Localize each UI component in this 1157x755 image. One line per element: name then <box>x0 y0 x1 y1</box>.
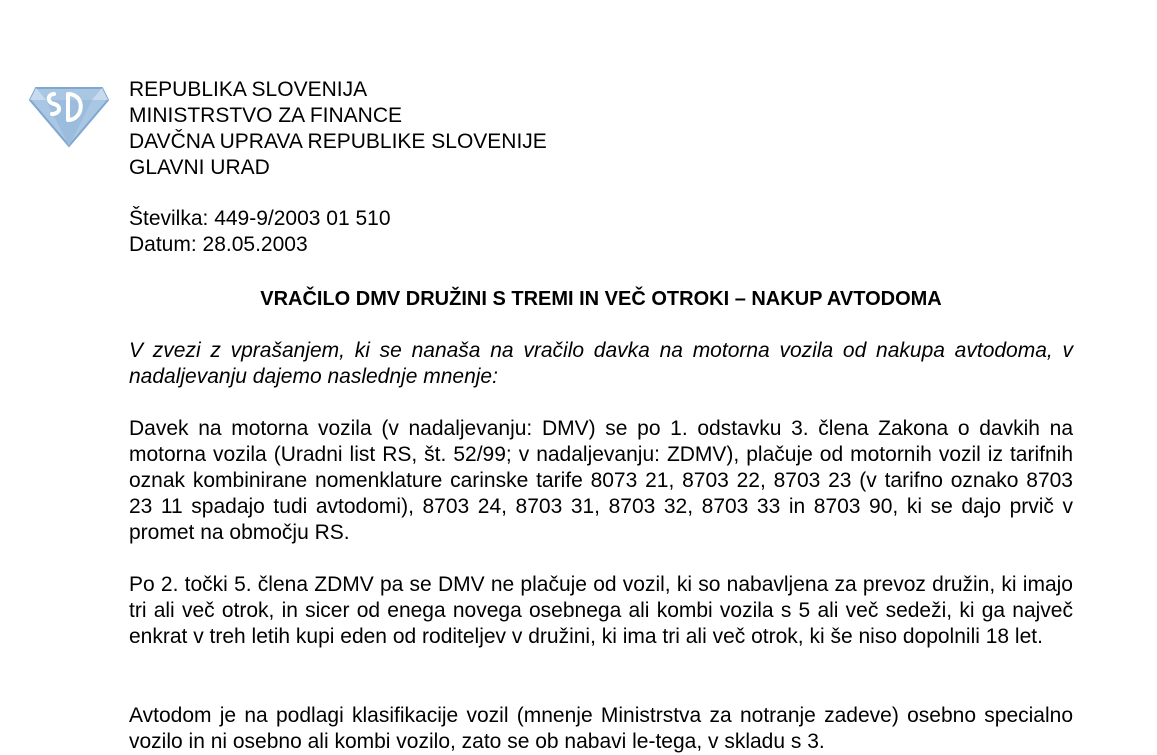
header-line-tax-authority: DAVČNA UPRAVA REPUBLIKE SLOVENIJE <box>129 130 547 153</box>
reference-number: Številka: 449-9/2003 01 510 <box>129 207 391 230</box>
header-line-country: REPUBLIKA SLOVENIJA <box>129 78 368 101</box>
reference-date: Datum: 28.05.2003 <box>129 233 308 256</box>
header-line-ministry: MINISTRSTVO ZA FINANCE <box>129 104 403 127</box>
document-title: VRAČILO DMV DRUŽINI S TREMI IN VEČ OTROKI – NAKUP AVTODOMA <box>260 288 942 310</box>
body-paragraph-3: Avtodom je na podlagi klasifikacije vozil (mnenje Ministrstva za notranje zadeve) osebno specialno vozilo in ni osebno ali kombi vozilo, zato se ob nabavi le-tega, v skladu s 3. <box>129 704 1073 753</box>
intro-paragraph: V zvezi z vprašanjem, ki se nanaša na vračilo davka na motorna vozila od nakupa avtodoma, v nadaljevanju dajemo naslednje mnenje: <box>129 339 1073 388</box>
document-reference <box>129 206 391 258</box>
durs-emblem-icon <box>28 80 110 148</box>
body-paragraph-1: Davek na motorna vozila (v nadaljevanju: DMV) se po 1. odstavku 3. člena Zakona o davkih na motorna vozila (Uradni list RS, št. 52/99; v nadaljevanju: ZDMV), plačuje od motornih vozil iz tarifnih oznak kombinirane nomenklature carinske tarife 8073 21, 8703 22, 8703 23 (v tarifno oznako 8703 23 11 spadajo tudi avtodomi), 8703 24, 8703 31, 8703 32, 8703 33 in 8703 90, ki se dajo prvič v promet na območju RS. <box>129 417 1073 544</box>
header-line-office: GLAVNI URAD <box>129 156 270 179</box>
body-paragraph-2: Po 2. točki 5. člena ZDMV pa se DMV ne plačuje od vozil, ki so nabavljena za prevoz družin, ki imajo tri ali več otrok, in sicer od enega novega osebnega ali kombi vozila s 5 ali več sedeži, ki ga največ enkrat v treh letih kupi eden od roditeljev v družini, ki ima tri ali več otrok, ki še niso dopolnili 18 let. <box>129 573 1073 648</box>
institution-header <box>129 77 547 181</box>
